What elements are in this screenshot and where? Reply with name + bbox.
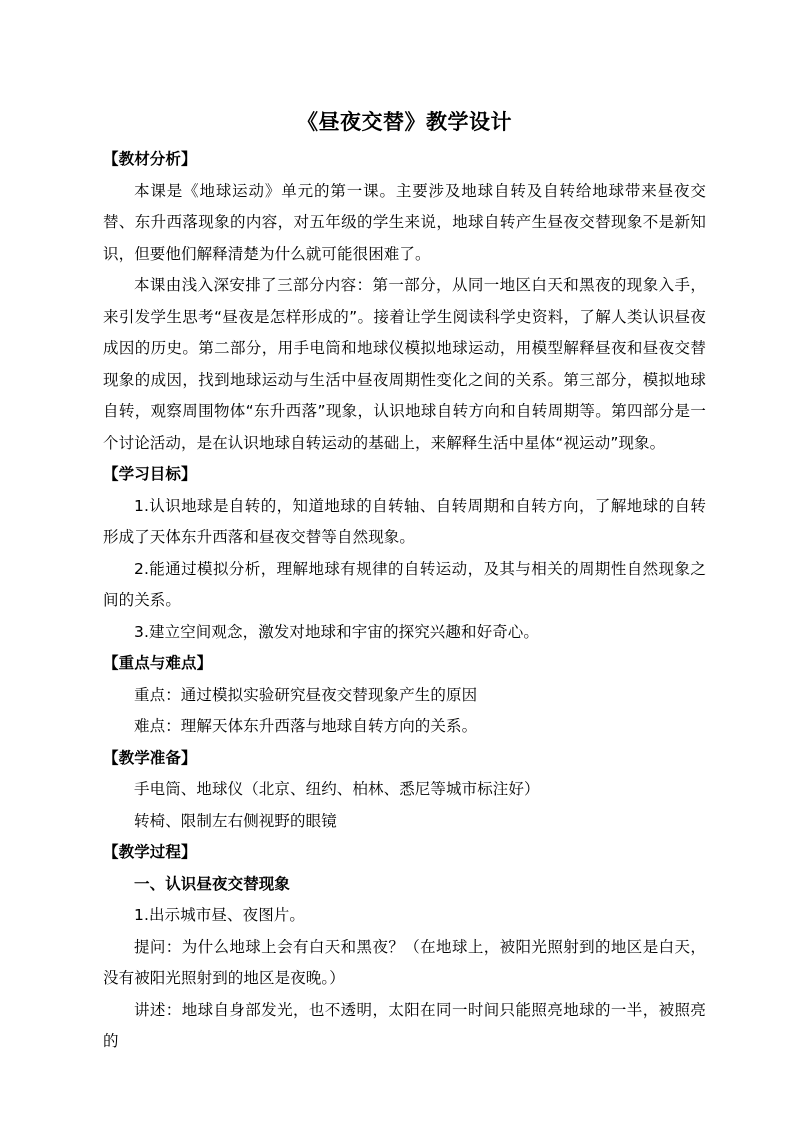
section-heading-analysis: 【教材分析】 <box>103 150 197 168</box>
key-point-line: 重点：通过模拟实验研究昼夜交替现象产生的原因 <box>134 685 478 704</box>
process-subheading: 一、认识昼夜交替现象 <box>134 874 291 893</box>
document-title: 《昼夜交替》教学设计 <box>297 109 512 134</box>
preparation-line: 转椅、限制左右侧视野的眼镜 <box>134 811 337 830</box>
section-analysis <box>103 144 706 459</box>
section-heading-process: 【教学过程】 <box>103 843 197 861</box>
objective-item: 2.能通过模拟分析，理解地球有规律的自转运动，及其与相关的周期性自然现象之间的关系。 <box>103 559 706 609</box>
analysis-paragraph: 本课是《地球运动》单元的第一课。主要涉及地球自转及自转给地球带来昼夜交替、东升西落现象的内容，对五年级的学生来说，地球自转产生昼夜交替现象不是新知识，但要他们解释清楚为什么就可能很困难了。 <box>103 181 706 263</box>
process-paragraph: 1.出示城市昼、夜图片。 <box>134 906 305 924</box>
section-process <box>103 837 706 1058</box>
section-objectives <box>103 459 706 648</box>
analysis-paragraph: 本课由浅入深安排了三部分内容：第一部分，从同一地区白天和黑夜的现象入手，来引发学生思考“昼夜是怎样形成的”。接着让学生阅读科学史资料，了解人类认识昼夜成因的历史。第二部分，用手电筒和地球仪模拟地球运动，用模型解释昼夜和昼夜交替现象的成因，找到地球运动与生活中昼夜周期性变化之间的关系。第三部分，模拟地球自转，观察周围物体“东升西落”现象，认识地球自转方向和自转周期等。第四部分是一个讨论活动，是在认识地球自转运动的基础上，来解释生活中星体“视运动”现象。 <box>103 276 706 452</box>
process-paragraph: 讲述：地球自身部发光，也不透明，太阳在同一时间只能照亮地球的一半，被照亮的 <box>103 1000 706 1050</box>
objective-item: 1.认识地球是自转的，知道地球的自转轴、自转周期和自转方向，了解地球的自转形成了天体东升西落和昼夜交替等自然现象。 <box>103 496 706 546</box>
section-heading-key-points: 【重点与难点】 <box>103 654 213 672</box>
section-preparation <box>103 743 706 838</box>
section-heading-objectives: 【学习目标】 <box>103 465 197 483</box>
difficulty-line: 难点：理解天体东升西落与地球自转方向的关系。 <box>134 717 478 735</box>
section-key-points <box>103 648 706 743</box>
objective-item: 3.建立空间观念，激发对地球和宇宙的探究兴趣和好奇心。 <box>134 622 539 641</box>
section-heading-preparation: 【教学准备】 <box>103 748 197 767</box>
preparation-line: 手电筒、地球仪（北京、纽约、柏林、悉尼等城市标注好） <box>134 780 540 798</box>
process-paragraph: 提问：为什么地球上会有白天和黑夜？（在地球上，被阳光照射到的地区是白天，没有被阳光照射到的地区是夜晚。） <box>103 937 706 987</box>
